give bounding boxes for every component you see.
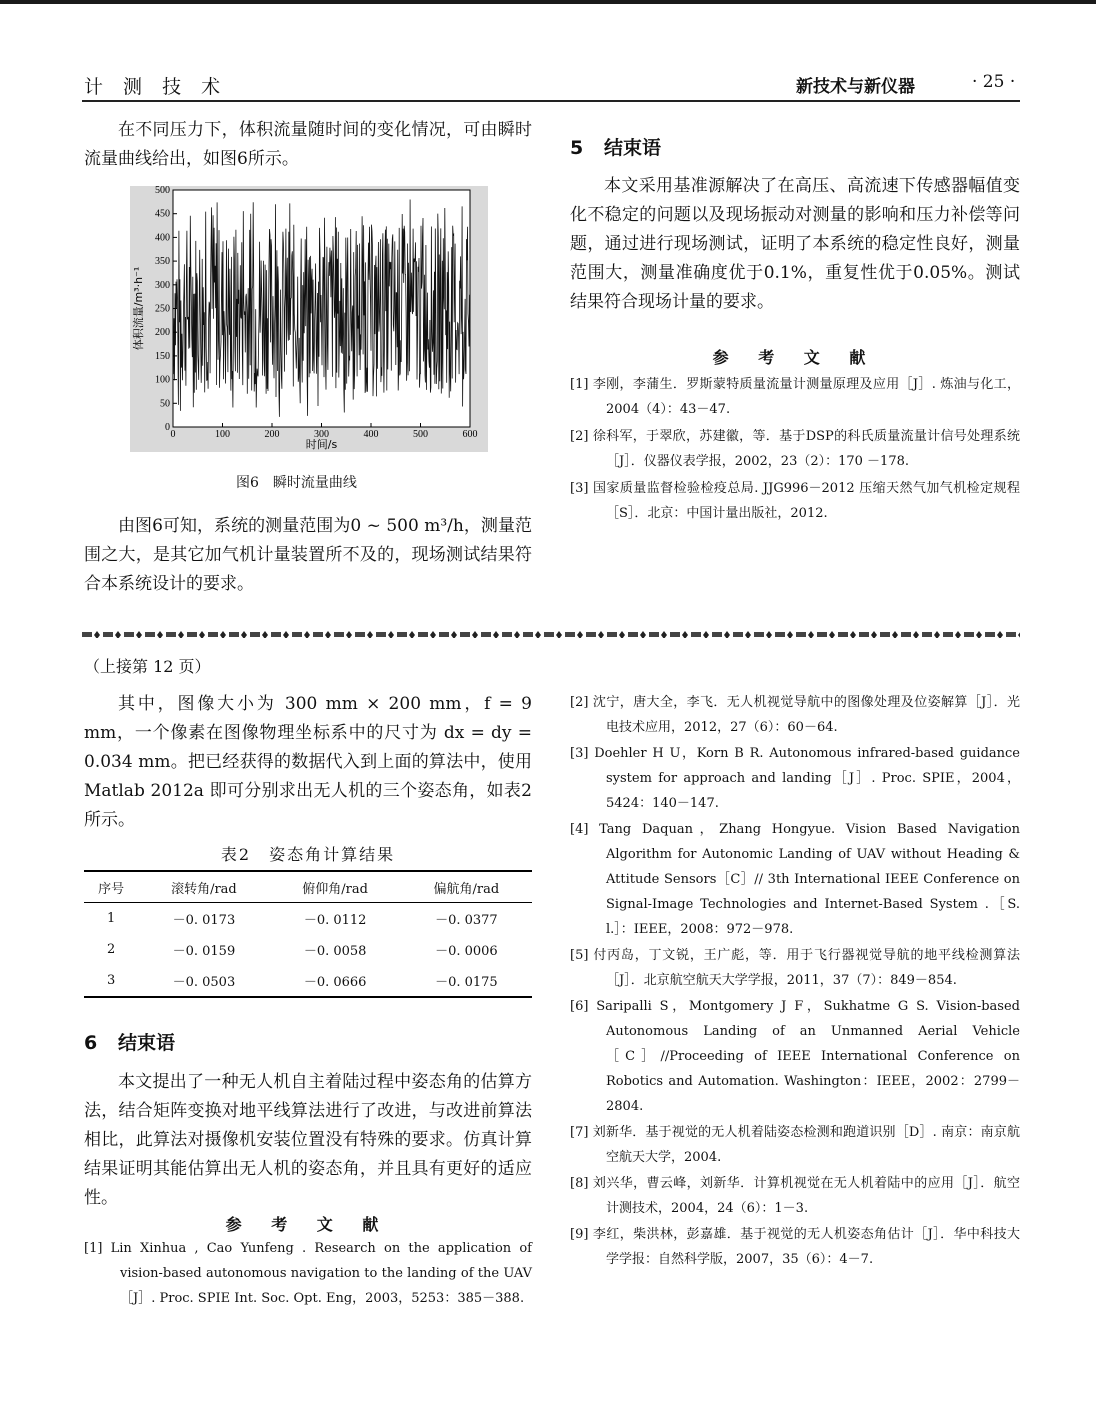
table-cell: －0. 0058 (303, 944, 367, 959)
divider-bar (376, 632, 386, 637)
x-tick-label: 0 (170, 429, 176, 440)
divider-diamond (262, 631, 268, 638)
table-cell: 3 (84, 965, 138, 997)
divider-bar (103, 632, 113, 637)
table-title: 表2 姿态角计算结果 (220, 845, 396, 864)
table-header-row (84, 871, 532, 903)
divider-diamond (283, 631, 289, 638)
divider-bar (565, 632, 575, 637)
divider-bar (838, 632, 848, 637)
divider-diamond (94, 631, 100, 638)
divider-diamond (514, 631, 520, 638)
divider-bar (817, 632, 827, 637)
divider-diamond (640, 631, 646, 638)
divider-bar (628, 632, 638, 637)
divider-bar (691, 632, 701, 637)
flow-chart (130, 186, 488, 452)
divider-diamond (850, 631, 856, 638)
reference-item: [1] Lin Xinhua , Cao Yunfeng . Research on the application of vision-based autonomous navigation to the landing of the UAV［J］. Proc. SPIE Int. Soc. Opt. Eng，2003，5253：385－388. (84, 1241, 532, 1306)
section-5-title: 结束语 (604, 137, 662, 159)
section-6-body: 本文提出了一种无人机自主着陆过程中姿态角的估算方法，结合矩阵变换对地平线算法进行了改进，与改进前算法相比，此算法对摄像机安装位置没有特殊的要求。仿真计算结果证明其能估算出无人机的姿态角，并且具有更好的适应性。 (84, 1072, 532, 1208)
table-header-cell: 俯仰角/rad (270, 871, 401, 903)
divider-diamond (535, 631, 541, 638)
divider-bar (796, 632, 806, 637)
divider-bar (544, 632, 554, 637)
y-tick-label: 300 (155, 279, 170, 291)
divider-diamond (724, 631, 730, 638)
divider-bar (82, 632, 92, 637)
divider-bar (145, 632, 155, 637)
continued-note: （上接第 12 页） (84, 657, 211, 676)
divider-bar (481, 632, 491, 637)
divider-bar (964, 632, 974, 637)
results-table (84, 870, 532, 998)
divider-diamond (346, 631, 352, 638)
divider-bar (397, 632, 407, 637)
divider-diamond (766, 631, 772, 638)
divider-diamond (661, 631, 667, 638)
references-title-top: 参 考 文 献 (712, 348, 878, 367)
divider-bar (208, 632, 218, 637)
divider-diamond (955, 631, 961, 638)
divider-diamond (871, 631, 877, 638)
table-row (84, 965, 532, 997)
divider-bar (775, 632, 785, 637)
top-rule (0, 0, 1096, 4)
reference-item: [5] 付丙岛，丁文锐，王广彪，等．用于飞行器视觉导航的地平线检测算法［J］．北京航空航天大学学报，2011，37（7）：849－854. (570, 948, 1020, 988)
divider-diamond (409, 631, 415, 638)
table-header-cell: 偏航角/rad (401, 871, 532, 903)
divider-diamond (682, 631, 688, 638)
reference-item: [2] 沈宁，唐大全，李飞．无人机视觉导航中的图像处理及位姿解算［J］．光电技术应用，2012，27（6）：60－64. (570, 695, 1020, 735)
reference-item: [3] Doehler H U，Korn B R. Autonomous infrared-based guidance system for approach and landing［J］. Proc. SPIE，2004，5424：140－147. (570, 746, 1020, 811)
divider-diamond (178, 631, 184, 638)
section-5-heading (570, 133, 661, 160)
header-rule (82, 100, 1020, 102)
divider-bar (124, 632, 134, 637)
reference-item: [1] 李刚，李蒲生．罗斯蒙特质量流量计测量原理及应用［J］. 炼油与化工，2004（4）：43－47. (570, 377, 1020, 417)
section-6-number: 6 (84, 1032, 98, 1054)
table-cell: －0. 0173 (172, 913, 236, 928)
x-tick-label: 400 (363, 429, 379, 440)
divider-diamond (556, 631, 562, 638)
section-5-number: 5 (570, 137, 584, 159)
divider-diamond (241, 631, 247, 638)
divider-bar (418, 632, 428, 637)
divider-diamond (115, 631, 121, 638)
divider-diamond (829, 631, 835, 638)
divider-diamond (703, 631, 709, 638)
divider-bar (313, 632, 323, 637)
divider-bar (502, 632, 512, 637)
reference-item: [3] 国家质量监督检验检疫总局. JJG996－2012 压缩天然气加气机检定规程［S］．北京：中国计量出版社，2012. (570, 481, 1020, 521)
divider-bar (250, 632, 260, 637)
references-list-bottom (570, 690, 1020, 1272)
table-cell: －0. 0112 (303, 913, 367, 928)
table-cell: －0. 0006 (435, 944, 498, 959)
references-title-bottom: 参 考 文 献 (225, 1215, 391, 1234)
figure-conclusion-paragraph: 由图6可知，系统的测量范围为0 ~ 500 m³/h，测量范围之大，是其它加气机计量装置所不及的，现场测试结果符合本系统设计的要求。 (84, 516, 532, 594)
divider-bar (649, 632, 659, 637)
reference-item: [7] 刘新华．基于视觉的无人机着陆姿态检测和跑道识别［D］. 南京：南京航空航天大学，2004. (570, 1125, 1020, 1165)
divider-bar (859, 632, 869, 637)
divider-diamond (220, 631, 226, 638)
divider-diamond (451, 631, 457, 638)
divider-bar (1006, 632, 1016, 637)
table-cell: －0. 0503 (138, 965, 269, 997)
divider-diamond (808, 631, 814, 638)
divider-bar (985, 632, 995, 637)
article-divider (82, 626, 1020, 638)
divider-bar (670, 632, 680, 637)
table-cell: －0. 0175 (401, 965, 532, 997)
divider-diamond (997, 631, 1003, 638)
divider-diamond (367, 631, 373, 638)
divider-diamond (136, 631, 142, 638)
divider-diamond (388, 631, 394, 638)
attitude-paragraph: 其中，图像大小为 300 mm × 200 mm，f = 9 mm，一个像素在图像物理坐标系中的尺寸为 dx = dy = 0.034 mm。把已经获得的数据代入到上面的算法中，使用Matlab 2012a 即可分别求出无人机的三个姿态角，如表2所示。 (84, 694, 532, 830)
divider-bar (166, 632, 176, 637)
divider-diamond (913, 631, 919, 638)
figure-caption: 图6 瞬时流量曲线 (236, 475, 357, 491)
divider-bar (943, 632, 953, 637)
divider-bar (880, 632, 890, 637)
table-cell: 1 (107, 911, 116, 926)
divider-bar (922, 632, 932, 637)
divider-diamond (199, 631, 205, 638)
section-6-heading (84, 1028, 175, 1055)
divider-bar (523, 632, 533, 637)
x-axis-label: 时间/s (305, 438, 338, 451)
x-tick-label: 500 (413, 429, 428, 440)
x-tick-label: 100 (215, 429, 230, 440)
y-tick-label: 500 (155, 186, 170, 196)
section-6-title: 结束语 (118, 1032, 176, 1054)
y-tick-label: 400 (155, 232, 170, 244)
table-cell: －0. 0666 (270, 965, 401, 997)
divider-bar (271, 632, 281, 637)
reference-item: [4] Tang Daquan，Zhang Hongyue. Vision Based Navigation Algorithm for Autonomic Landing of UAV without Heading & Attitude Sensors［C］// 3th International IEEE Conference on Signal-Image Technologies and Internet-Based System .［S. l.］：IEEE，2008：972－978. (570, 822, 1020, 937)
table-cell: －0. 0159 (172, 944, 236, 959)
divider-bar (292, 632, 302, 637)
reference-item: [2] 徐科军，于翠欣，苏建徽，等．基于DSP的科氏质量流量计信号处理系统［J］．仪器仪表学报，2002，23（2）：170 －178. (570, 429, 1020, 469)
reference-item: [6] Saripalli S，Montgomery J F，Sukhatme G S. Vision-based Autonomous Landing of an Unmanned Aerial Vehicle［C］//Proceeding of IEEE International Conference on Robotics and Automation. Washington：IEEE，2002：2799－2804. (570, 999, 1020, 1114)
divider-diamond (493, 631, 499, 638)
section-title: 新技术与新仪器 (796, 77, 915, 97)
divider-bar (355, 632, 365, 637)
reference-item: [9] 李红，柴洪林，彭嘉雄．基于视觉的无人机姿态角估计［J］．华中科技大学学报：自然科学版，2007，35（6）：4－7. (570, 1227, 1020, 1267)
journal-name: 计 测 技 术 (84, 76, 228, 98)
divider-bar (712, 632, 722, 637)
divider-bar (187, 632, 197, 637)
y-tick-label: 350 (155, 256, 170, 268)
divider-diamond (619, 631, 625, 638)
divider-diamond (745, 631, 751, 638)
divider-bar (229, 632, 239, 637)
divider-diamond (1018, 631, 1020, 638)
divider-diamond (598, 631, 604, 638)
divider-diamond (892, 631, 898, 638)
divider-bar (586, 632, 596, 637)
x-tick-label: 200 (264, 429, 280, 440)
divider-ornament (82, 629, 1020, 638)
page-number: · 25 · (972, 72, 1016, 92)
divider-diamond (430, 631, 436, 638)
y-tick-label: 150 (155, 350, 170, 362)
y-tick-label: 100 (155, 374, 170, 386)
divider-bar (754, 632, 764, 637)
table-row (84, 934, 532, 965)
y-tick-label: 0 (165, 422, 170, 433)
divider-bar (733, 632, 743, 637)
divider-diamond (157, 631, 163, 638)
x-tick-label: 300 (314, 429, 329, 440)
divider-diamond (304, 631, 310, 638)
references-list-top (570, 372, 1020, 526)
divider-diamond (787, 631, 793, 638)
y-tick-label: 50 (160, 398, 170, 410)
divider-bar (607, 632, 617, 637)
results-table-wrap (84, 870, 532, 998)
divider-diamond (934, 631, 940, 638)
table-row (84, 903, 532, 935)
section-5-body: 本文采用基准源解决了在高压、高流速下传感器幅值变化不稳定的问题以及现场振动对测量的影响和压力补偿等问题，通过进行现场测试，证明了本系统的稳定性良好，测量范围大，测量准确度优于0.1%，重复性优于0.05%。测试结果符合现场计量的要求。 (570, 176, 1020, 312)
y-tick-label: 200 (155, 327, 170, 339)
chart-svg (130, 186, 488, 452)
table-header-cell: 滚转角/rad (138, 871, 269, 903)
intro-paragraph: 在不同压力下，体积流量随时间的变化情况，可由瞬时流量曲线给出，如图6所示。 (84, 120, 532, 169)
divider-bar (901, 632, 911, 637)
divider-bar (334, 632, 344, 637)
y-axis-label: 体积流量/m³·h⁻¹ (132, 266, 145, 351)
table-cell: 2 (107, 942, 116, 957)
y-tick-label: 250 (155, 303, 170, 315)
reference-item: [8] 刘兴华，曹云峰，刘新华．计算机视觉在无人机着陆中的应用［J］．航空计测技术，2004，24（6）：1－3. (570, 1176, 1020, 1216)
table-cell: －0. 0377 (435, 913, 498, 928)
divider-diamond (325, 631, 331, 638)
x-tick-label: 600 (462, 429, 478, 440)
divider-bar (460, 632, 470, 637)
y-tick-label: 450 (155, 208, 170, 220)
divider-diamond (577, 631, 583, 638)
table-header-cell: 序号 (84, 871, 138, 903)
divider-diamond (472, 631, 478, 638)
divider-bar (439, 632, 449, 637)
divider-diamond (976, 631, 982, 638)
